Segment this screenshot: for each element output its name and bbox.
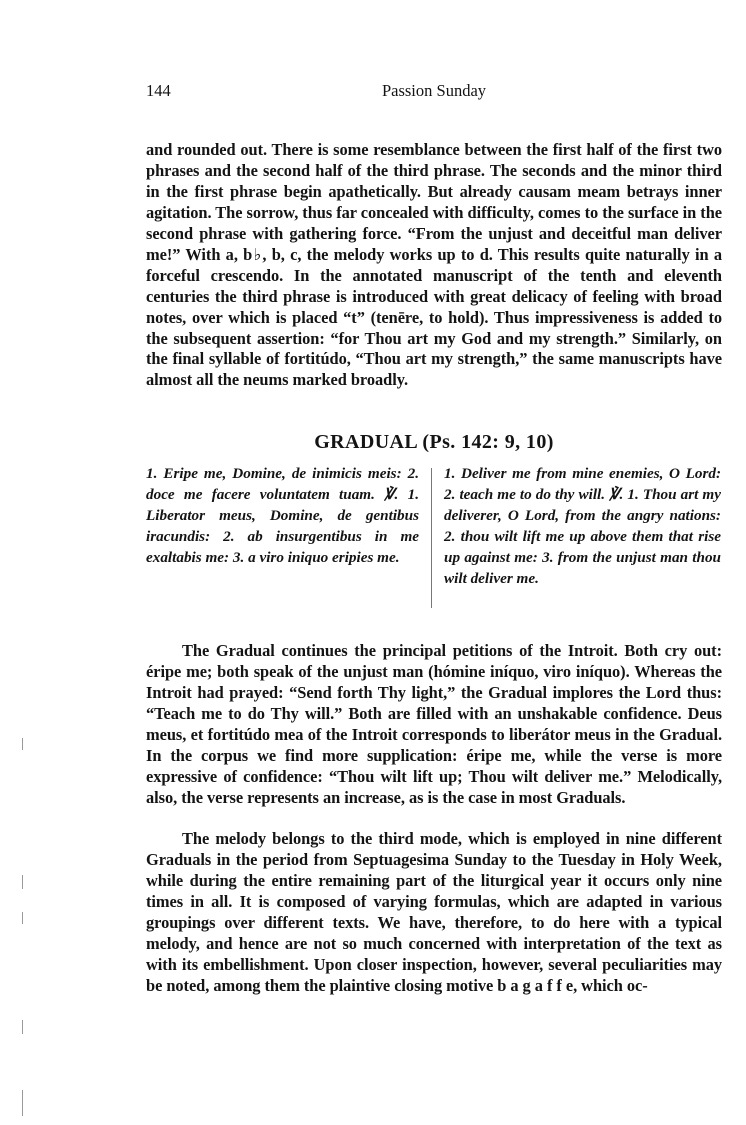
scan-edge-mark — [22, 1090, 23, 1116]
paragraph-introit-commentary: and rounded out. There is some resemblance between the first half of the first two phrases and the second half of the third phrase. The seconds and the minor third in the first phrase begin apathetically. But already causam meam betrays inner agitation. The sorrow, thus far concealed with difficulty, comes to the surface in the second phrase with gathering force. “From the unjust and deceitful man deliver me!” With a, b♭, b, c, the melody works up to d. This results quite naturally in a forceful crescendo. In the annotated manuscript of the tenth and eleventh centuries the third phrase is introduced with great delicacy of feeling with broad notes, over which is placed “t” (tenēre, to hold). Thus impressiveness is added to the subsequent assertion: “for Thou art my God and my strength.” Similarly, on the final syllable of fortitúdo, “Thou art my strength,” the same manuscripts have almost all the neums marked broadly. — [146, 140, 722, 390]
page-number: 144 — [146, 81, 171, 100]
scan-edge-mark — [22, 1020, 23, 1034]
scan-edge-mark — [22, 912, 23, 924]
running-title: Passion Sunday — [381, 81, 487, 100]
gradual-latin-text: 1. Eripe me, Domine, de inimicis meis: 2. doce me facere voluntatem tuam. ℣. 1. Liberator meus, Domine, de gentibus iracundis: 2. ab insurgentibus in me exaltabis me: 3. a viro iniquo eripies me. — [146, 465, 419, 566]
scan-edge-mark — [22, 738, 23, 750]
section-heading-gradual: GRADUAL (Ps. 142: 9, 10) — [314, 431, 554, 453]
gradual-english-text: 1. Deliver me from mine enemies, O Lord: 2. teach me to do thy will. ℣. 1. Thou art my deliverer, O Lord, from the angry nations: 2. thou wilt lift me up above them that rise up against me: 3. from the unjust man thou wilt deliver me. — [444, 465, 721, 587]
gradual-text-columns — [146, 464, 722, 614]
paragraph-gradual-commentary: The Gradual continues the principal petitions of the Introit. Both cry out: éripe me; both speak of the unjust man (hómine iníquo, viro iníquo). Whereas the Introit had prayed: “Send forth Thy light,” the Gradual implores the Lord thus: “Teach me to do Thy will.” Both are filled with an unshakable confidence. Deus meus, et fortitúdo mea of the Introit corresponds to liberátor meus in the Gradual. In the corpus we find more supplication: éripe me, while the verse is more expressive of confidence: “Thou wilt lift up; Thou wilt deliver me.” Melodically, also, the verse represents an increase, as is the case in most Graduals. — [146, 641, 722, 807]
scan-edge-mark — [22, 875, 23, 889]
paragraph-melody-commentary: The melody belongs to the third mode, which is employed in nine different Graduals in the period from Septuagesima Sunday to the Tuesday in Holy Week, while during the entire remaining part of the liturgical year it occurs only nine times in all. It is composed of varying formulas, which are adapted in various groupings over different texts. We have, therefore, to do here with a typical melody, and hence are not so much concerned with interpretation of the text as with its embellishment. Upon closer inspection, however, several peculiarities may be noted, among them the plaintive closing motive b a g a f f e, which oc- — [146, 829, 722, 995]
column-divider — [431, 468, 432, 608]
running-head — [146, 80, 722, 102]
